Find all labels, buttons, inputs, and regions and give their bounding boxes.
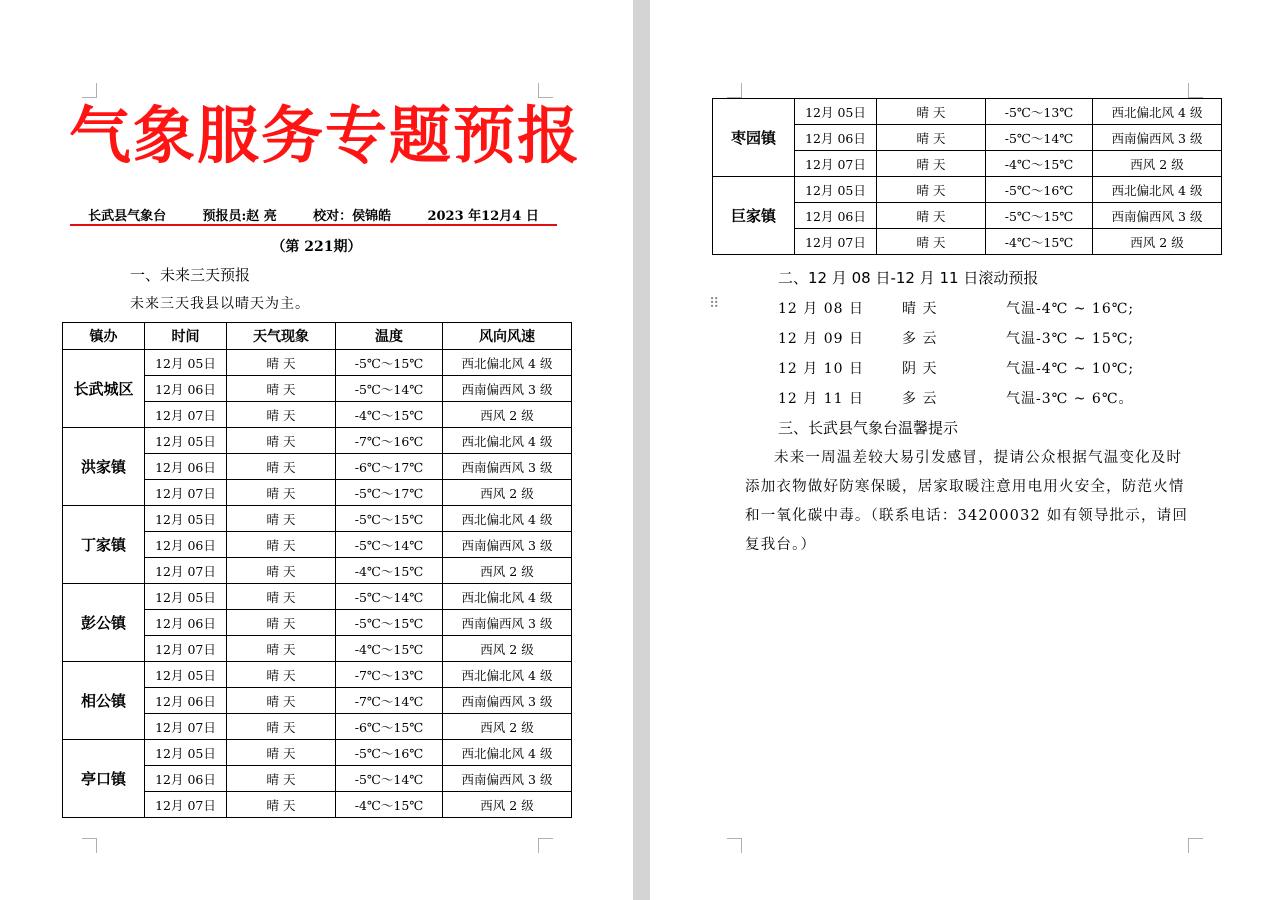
rolling-weather: 阴 天 xyxy=(902,361,938,377)
date-cell: 12月 07日 xyxy=(145,558,227,584)
wind-cell: 西北偏北风 4 级 xyxy=(443,740,572,766)
forecast-table-part1[interactable] xyxy=(62,322,572,818)
temp-cell: -6℃～17℃ xyxy=(336,454,443,480)
page-gap xyxy=(633,0,650,900)
temp-cell: -5℃～15℃ xyxy=(986,203,1093,229)
temp-cell: -4℃～15℃ xyxy=(336,636,443,662)
town-name-cell: 长武城区 xyxy=(63,350,145,428)
date-cell: 12月 05日 xyxy=(145,584,227,610)
weather-cell: 晴 天 xyxy=(227,584,336,610)
section3-text[interactable]: 未来一周温差较大易引发感冒，提请公众根据气温变化及时添加衣物做好防寒保暖，居家取暖注意用电用火安全，防范火情和一氧化碳中毒。（联系电话：34200032 如有领导批示，请回复我台。） xyxy=(745,450,1189,553)
margin-corner-mark xyxy=(538,838,553,853)
date-cell: 12月 05日 xyxy=(145,740,227,766)
temp-cell: -4℃～15℃ xyxy=(336,402,443,428)
margin-corner-mark xyxy=(727,838,742,853)
wind-cell: 西北偏北风 4 级 xyxy=(443,662,572,688)
table-row xyxy=(63,584,572,610)
forecast-table-part2[interactable] xyxy=(712,98,1222,255)
weather-cell: 晴 天 xyxy=(227,636,336,662)
weather-cell: 晴 天 xyxy=(227,428,336,454)
date-cell: 12月 07日 xyxy=(145,714,227,740)
wind-cell: 西风 2 级 xyxy=(443,636,572,662)
date-cell: 12月 05日 xyxy=(145,662,227,688)
date-cell: 12月 06日 xyxy=(145,532,227,558)
issue-date-text: 2023 年12月4 日 xyxy=(427,209,539,224)
report-title[interactable]: 气象服务专题预报 xyxy=(68,99,581,172)
table-row xyxy=(63,428,572,454)
wind-cell: 西风 2 级 xyxy=(443,480,572,506)
wind-cell: 西南偏西风 3 级 xyxy=(443,454,572,480)
wind-cell: 西南偏西风 3 级 xyxy=(443,376,572,402)
rolling-forecast-row[interactable] xyxy=(778,358,1156,378)
temp-cell: -5℃～14℃ xyxy=(336,584,443,610)
temp-cell: -5℃～14℃ xyxy=(336,766,443,792)
temp-cell: -4℃～15℃ xyxy=(986,151,1093,177)
table-row xyxy=(63,350,572,376)
wind-cell: 西风 2 级 xyxy=(443,792,572,818)
margin-corner-mark xyxy=(1188,83,1203,98)
margin-corner-mark xyxy=(727,83,742,98)
margin-corner-mark xyxy=(1188,838,1203,853)
date-cell: 12月 06日 xyxy=(145,376,227,402)
weather-cell: 晴 天 xyxy=(227,714,336,740)
wind-cell: 西风 2 级 xyxy=(1093,229,1222,255)
weather-cell: 晴 天 xyxy=(227,480,336,506)
weather-cell: 晴 天 xyxy=(227,350,336,376)
date-cell: 12月 05日 xyxy=(145,350,227,376)
wind-cell: 西北偏北风 4 级 xyxy=(443,428,572,454)
town-name-cell: 丁家镇 xyxy=(63,506,145,584)
wind-cell: 西南偏西风 3 级 xyxy=(443,766,572,792)
wind-cell: 西风 2 级 xyxy=(1093,151,1222,177)
temp-cell: -5℃～13℃ xyxy=(986,99,1093,125)
wind-cell: 西风 2 级 xyxy=(443,558,572,584)
rolling-date: 12 月 11 日 xyxy=(778,391,864,407)
weather-cell: 晴 天 xyxy=(877,229,986,255)
column-header: 温度 xyxy=(336,323,443,350)
date-cell: 12月 07日 xyxy=(145,402,227,428)
date-cell: 12月 06日 xyxy=(795,203,877,229)
date-cell: 12月 06日 xyxy=(145,766,227,792)
rolling-date: 12 月 09 日 xyxy=(778,331,864,347)
weather-cell: 晴 天 xyxy=(877,151,986,177)
temp-cell: -5℃～14℃ xyxy=(336,532,443,558)
weather-cell: 晴 天 xyxy=(227,662,336,688)
column-header: 风向风速 xyxy=(443,323,572,350)
temp-cell: -7℃～14℃ xyxy=(336,688,443,714)
date-cell: 12月 07日 xyxy=(145,636,227,662)
town-name-cell: 亭口镇 xyxy=(63,740,145,818)
section1-summary[interactable]: 未来三天我县以晴天为主。 xyxy=(130,296,310,312)
date-cell: 12月 07日 xyxy=(145,792,227,818)
wind-cell: 西北偏北风 4 级 xyxy=(1093,99,1222,125)
temp-cell: -4℃～15℃ xyxy=(986,229,1093,255)
temp-cell: -5℃～16℃ xyxy=(336,740,443,766)
town-name-cell: 巨家镇 xyxy=(713,177,795,255)
wind-cell: 西南偏西风 3 级 xyxy=(1093,203,1222,229)
town-name-cell: 洪家镇 xyxy=(63,428,145,506)
weather-cell: 晴 天 xyxy=(877,203,986,229)
report-info-line[interactable] xyxy=(70,205,557,226)
town-name-cell: 彭公镇 xyxy=(63,584,145,662)
temp-cell: -7℃～13℃ xyxy=(336,662,443,688)
weather-cell: 晴 天 xyxy=(227,532,336,558)
forecaster-text: 预报员:赵 亮 xyxy=(202,209,277,224)
column-header: 时间 xyxy=(145,323,227,350)
rolling-weather: 多 云 xyxy=(902,331,938,347)
temp-cell: -4℃～15℃ xyxy=(336,792,443,818)
weather-cell: 晴 天 xyxy=(227,740,336,766)
column-header: 天气现象 xyxy=(227,323,336,350)
rolling-temp: 气温-4℃ ~ 16℃; xyxy=(1006,301,1135,317)
temp-cell: -5℃～14℃ xyxy=(986,125,1093,151)
rolling-temp: 气温-3℃ ~ 15℃; xyxy=(1006,331,1135,347)
weather-cell: 晴 天 xyxy=(227,402,336,428)
table-row xyxy=(63,506,572,532)
temp-cell: -5℃～14℃ xyxy=(336,376,443,402)
wind-cell: 西北偏北风 4 级 xyxy=(443,584,572,610)
wind-cell: 西北偏北风 4 级 xyxy=(1093,177,1222,203)
column-header: 镇办 xyxy=(63,323,145,350)
issue-number[interactable]: （第 221期） xyxy=(271,239,362,255)
temp-cell: -5℃～15℃ xyxy=(336,350,443,376)
wind-cell: 西北偏北风 4 级 xyxy=(443,350,572,376)
weather-cell: 晴 天 xyxy=(877,177,986,203)
town-name-cell: 枣园镇 xyxy=(713,99,795,177)
weather-cell: 晴 天 xyxy=(227,376,336,402)
date-cell: 12月 07日 xyxy=(795,229,877,255)
rolling-weather: 多 云 xyxy=(902,391,938,407)
wind-cell: 西南偏西风 3 级 xyxy=(443,688,572,714)
wind-cell: 西南偏西风 3 级 xyxy=(443,610,572,636)
date-cell: 12月 06日 xyxy=(145,610,227,636)
wind-cell: 西南偏西风 3 级 xyxy=(1093,125,1222,151)
rolling-date: 12 月 08 日 xyxy=(778,301,864,317)
table-row xyxy=(713,177,1222,203)
weather-cell: 晴 天 xyxy=(227,610,336,636)
town-name-cell: 相公镇 xyxy=(63,662,145,740)
table-row xyxy=(63,740,572,766)
table-row xyxy=(63,662,572,688)
date-cell: 12月 07日 xyxy=(145,480,227,506)
date-cell: 12月 05日 xyxy=(795,177,877,203)
wind-cell: 西北偏北风 4 级 xyxy=(443,506,572,532)
weather-cell: 晴 天 xyxy=(227,558,336,584)
rolling-temp: 气温-4℃ ~ 10℃; xyxy=(1006,361,1135,377)
temp-cell: -5℃～15℃ xyxy=(336,506,443,532)
date-cell: 12月 06日 xyxy=(145,454,227,480)
temp-cell: -5℃～15℃ xyxy=(336,610,443,636)
rolling-forecast-row[interactable] xyxy=(778,388,1156,408)
rolling-forecast-row[interactable] xyxy=(778,328,1156,348)
weather-cell: 晴 天 xyxy=(877,125,986,151)
table-row xyxy=(713,99,1222,125)
date-cell: 12月 07日 xyxy=(795,151,877,177)
rolling-date: 12 月 10 日 xyxy=(778,361,864,377)
drag-handle-icon[interactable]: ⠿ xyxy=(709,296,720,312)
document-page-1 xyxy=(0,0,633,900)
date-cell: 12月 05日 xyxy=(795,99,877,125)
weather-cell: 晴 天 xyxy=(227,792,336,818)
table-header-row xyxy=(63,323,572,350)
weather-cell: 晴 天 xyxy=(227,506,336,532)
temp-cell: -4℃～15℃ xyxy=(336,558,443,584)
temp-cell: -6℃～15℃ xyxy=(336,714,443,740)
wind-cell: 西风 2 级 xyxy=(443,714,572,740)
issuer-text: 长武县气象台 xyxy=(88,209,167,224)
date-cell: 12月 06日 xyxy=(145,688,227,714)
wind-cell: 西南偏西风 3 级 xyxy=(443,532,572,558)
rolling-weather: 晴 天 xyxy=(902,301,938,317)
temp-cell: -7℃～16℃ xyxy=(336,428,443,454)
weather-cell: 晴 天 xyxy=(227,766,336,792)
margin-corner-mark xyxy=(82,838,97,853)
temp-cell: -5℃～17℃ xyxy=(336,480,443,506)
date-cell: 12月 05日 xyxy=(145,428,227,454)
rolling-forecast-row[interactable] xyxy=(778,298,1156,318)
weather-cell: 晴 天 xyxy=(877,99,986,125)
date-cell: 12月 06日 xyxy=(795,125,877,151)
wind-cell: 西风 2 级 xyxy=(443,402,572,428)
proofreader-text: 校对：侯锦皓 xyxy=(313,209,392,224)
weather-cell: 晴 天 xyxy=(227,688,336,714)
section3-heading[interactable]: 三、长武县气象台温馨提示 xyxy=(778,419,959,437)
weather-cell: 晴 天 xyxy=(227,454,336,480)
rolling-temp: 气温-3℃ ~ 6℃。 xyxy=(1006,391,1134,407)
temp-cell: -5℃～16℃ xyxy=(986,177,1093,203)
section2-heading[interactable]: 二、12 月 08 日-12 月 11 日滚动预报 xyxy=(778,269,1039,287)
section1-heading[interactable]: 一、未来三天预报 xyxy=(130,266,251,284)
date-cell: 12月 05日 xyxy=(145,506,227,532)
